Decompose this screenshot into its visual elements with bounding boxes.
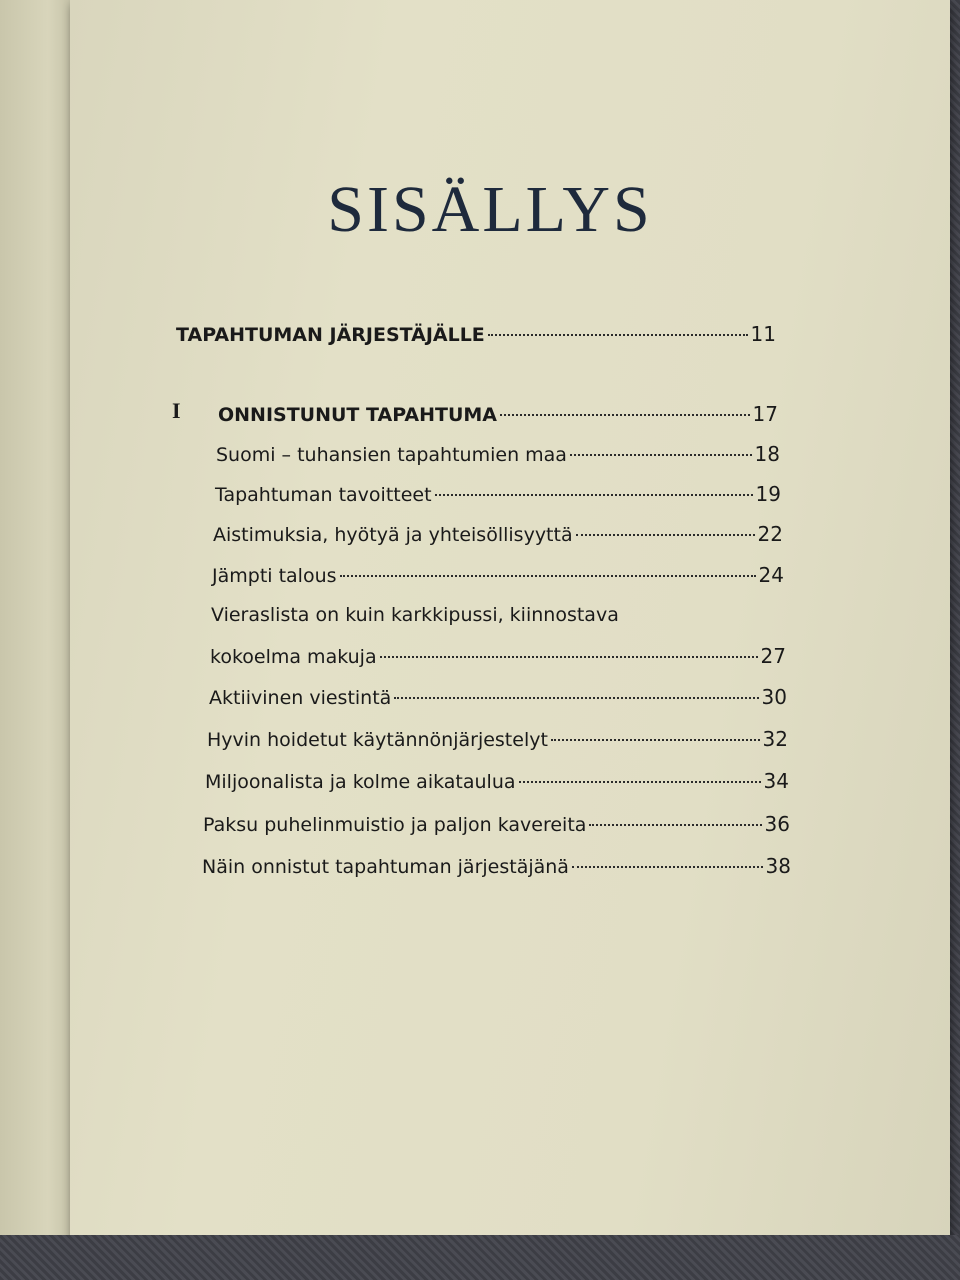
dot-leader: [570, 454, 752, 456]
part-number: I: [172, 398, 181, 423]
toc-entry: [209, 683, 787, 712]
toc-entry: [216, 440, 780, 469]
toc-entry-label: Aktiivinen viestintä: [209, 687, 392, 709]
toc-entry-page: 24: [758, 563, 784, 587]
toc-entry-part: [218, 400, 778, 429]
background-fabric-bottom: [0, 1235, 960, 1280]
toc-entry: [207, 725, 788, 754]
toc-entry-page: 36: [764, 812, 790, 836]
dot-leader: [589, 824, 761, 826]
toc-entry: [212, 561, 784, 590]
toc-entry: [210, 642, 786, 671]
toc-entry-page: 18: [754, 442, 780, 466]
toc-entry-page: 38: [765, 854, 791, 878]
toc-entry-label: kokoelma makuja: [210, 646, 377, 668]
dot-leader: [572, 866, 763, 868]
toc-entry: [205, 767, 789, 796]
toc-entry-page: 32: [762, 727, 788, 751]
toc-entry-page: 27: [760, 644, 786, 668]
toc-entry-label: Miljoonalista ja kolme aikataulua: [205, 771, 516, 793]
dot-leader: [500, 414, 750, 416]
toc-entry-label: Tapahtuman tavoitteet: [215, 484, 432, 506]
toc-entry: [215, 480, 781, 509]
toc-entry-page: 11: [750, 322, 776, 346]
toc-entry: [203, 810, 790, 839]
toc-entry-page: 22: [757, 522, 783, 546]
dot-leader: [394, 697, 758, 699]
dot-leader: [380, 656, 758, 658]
page-title: SISÄLLYS: [327, 173, 653, 246]
toc-entry-label: Jämpti talous: [212, 565, 337, 587]
dot-leader: [488, 334, 748, 336]
toc-entry-page: 34: [763, 769, 789, 793]
toc-entry-label: Näin onnistut tapahtuman järjestäjänä: [202, 856, 569, 878]
toc-entry-label-line1: Vieraslista on kuin karkkipussi, kiinnostava: [211, 604, 619, 626]
dot-leader: [435, 494, 753, 496]
toc-entry-label: Suomi – tuhansien tapahtumien maa: [216, 444, 567, 466]
dot-leader: [519, 781, 761, 783]
toc-entry-page: 30: [761, 685, 787, 709]
toc-entry-label: TAPAHTUMAN JÄRJESTÄJÄLLE: [176, 324, 485, 346]
toc-entry-label: Paksu puhelinmuistio ja paljon kavereita: [203, 814, 587, 836]
toc-entry: [213, 520, 783, 549]
dot-leader: [551, 739, 760, 741]
toc-entry-label: Aistimuksia, hyötyä ja yhteisöllisyyttä: [213, 524, 573, 546]
toc-entry-label: ONNISTUNUT TAPAHTUMA: [218, 404, 497, 426]
toc-entry-page: 19: [755, 482, 781, 506]
toc-entry-label: Hyvin hoidetut käytännönjärjestelyt: [207, 729, 548, 751]
toc-entry-preface: [176, 320, 776, 349]
dot-leader: [340, 575, 756, 577]
toc-entry: [202, 852, 791, 881]
dot-leader: [576, 534, 755, 536]
toc-entry-page: 17: [752, 402, 778, 426]
